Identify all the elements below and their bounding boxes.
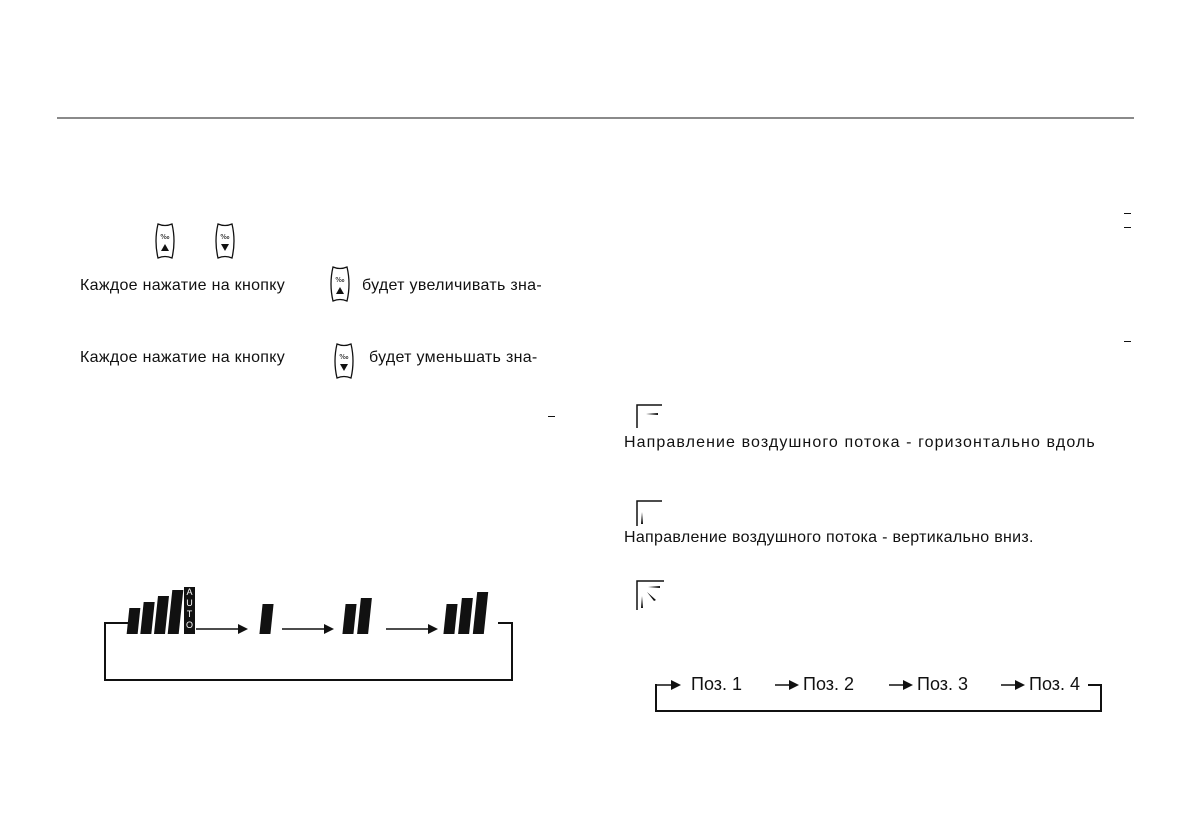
fan-speed-auto-bars: [126, 586, 184, 634]
position-label: Поз. 2: [803, 674, 855, 694]
arrow-right-icon: [1001, 678, 1025, 696]
loop-line: [104, 622, 128, 624]
loop-line: [1088, 684, 1102, 686]
auto-letter: O: [185, 620, 193, 630]
fan-bar: [140, 602, 154, 634]
auto-label-box: [184, 587, 195, 634]
auto-letter: U: [186, 598, 193, 608]
hyphen-mark: [1124, 341, 1131, 342]
fan-bar: [259, 604, 273, 634]
position-label: Поз. 4: [1029, 674, 1081, 694]
decrease-text-prefix: Каждое нажатие на кнопку: [80, 349, 286, 366]
decrease-text-suffix: будет уменьшать зна-: [369, 349, 538, 366]
fan-bar: [458, 598, 473, 634]
arrow-right-icon: [775, 678, 799, 696]
swing-airflow-icon: [636, 580, 664, 610]
hyphen-mark: [1124, 227, 1131, 228]
fan-speed-high-bars: [443, 592, 493, 634]
arrow-right-icon: [655, 678, 681, 696]
position-label: Поз. 1: [691, 674, 743, 694]
fan-bar: [168, 590, 184, 634]
fan-speed-down-button-icon: [213, 222, 237, 260]
fan-speed-medium-bars: [342, 598, 374, 634]
loop-line: [655, 710, 1102, 712]
hyphen-mark: [548, 416, 555, 417]
fan-speed-up-inline-icon: [328, 265, 352, 303]
fan-bar: [154, 596, 169, 634]
hyphen-mark: [1124, 213, 1131, 214]
fan-bar: [473, 592, 488, 634]
fan-bar: [127, 608, 141, 634]
arrow-right-icon: [889, 678, 913, 696]
fan-speed-down-inline-icon: [332, 342, 356, 380]
arrow-right-icon: [386, 621, 438, 639]
svg-text:‰: ‰: [339, 353, 349, 361]
fan-bar: [342, 604, 356, 634]
arrow-right-icon: [282, 621, 334, 639]
fan-speed-up-button-icon: [153, 222, 177, 260]
fan-speed-low-bars: [259, 604, 273, 634]
loop-line: [498, 622, 512, 624]
auto-letter: A: [186, 587, 193, 597]
vertical-airflow-icon: [636, 500, 662, 526]
svg-text:‰: ‰: [335, 276, 345, 284]
svg-text:‰: ‰: [160, 233, 170, 241]
loop-line: [511, 622, 513, 680]
arrow-right-icon: [196, 621, 248, 639]
horizontal-airflow-icon: [636, 404, 662, 428]
loop-line: [104, 622, 106, 680]
header-divider: [57, 117, 1134, 119]
vertical-airflow-text: Направление воздушного потока - вертикально вниз.: [624, 529, 1034, 546]
loop-line: [1100, 684, 1102, 711]
fan-bar: [443, 604, 457, 634]
increase-text-prefix: Каждое нажатие на кнопку: [80, 277, 286, 294]
increase-text-suffix: будет увеличивать зна-: [362, 277, 542, 294]
svg-text:‰: ‰: [220, 233, 230, 241]
fan-bar: [357, 598, 372, 634]
auto-letter: T: [186, 609, 193, 619]
loop-line: [104, 679, 513, 681]
position-label: Поз. 3: [917, 674, 969, 694]
horizontal-airflow-text: Направление воздушного потока - горизонтально вдоль: [624, 434, 1096, 451]
